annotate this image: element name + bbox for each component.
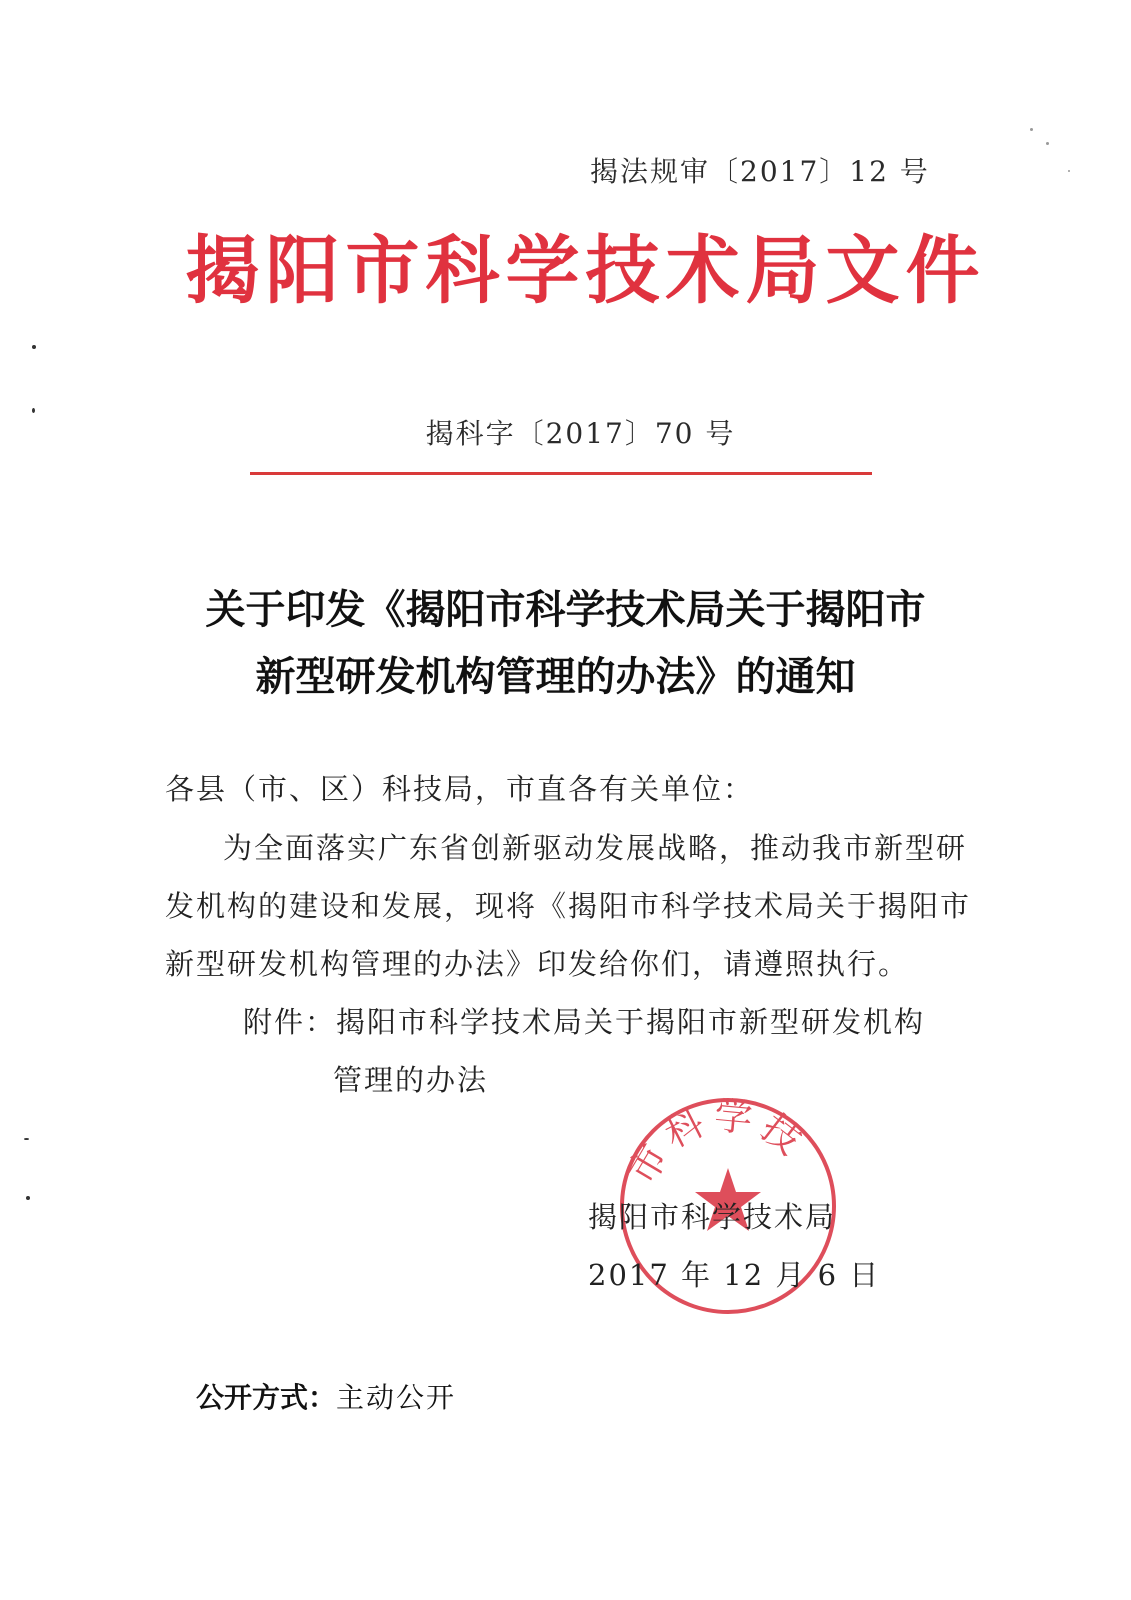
disclosure-method xyxy=(196,1376,456,1416)
red-divider-rule xyxy=(250,472,872,475)
scan-speck xyxy=(1046,142,1049,145)
issuer-header-title: 揭阳市科学技术局文件 xyxy=(185,228,986,314)
signing-date: 2017 年 12 月 6 日 xyxy=(588,1258,881,1292)
scan-speck xyxy=(26,1196,30,1200)
scan-speck xyxy=(1068,170,1070,172)
scan-speck xyxy=(1030,128,1033,131)
scan-speck xyxy=(32,345,36,349)
document-number: 揭科字〔2017〕70 号 xyxy=(425,417,736,450)
seal-arc-text: 市科学技 xyxy=(619,1093,815,1192)
document-title-line-2: 新型研发机构管理的办法》的通知 xyxy=(255,654,856,700)
review-number: 揭法规审〔2017〕12 号 xyxy=(590,155,930,188)
salutation: 各县（市、区）科技局，市直各有关单位： xyxy=(165,772,755,806)
body-paragraph-line: 发机构的建设和发展，现将《揭阳市科学技术局关于揭阳市 xyxy=(165,889,972,923)
body-paragraph-line: 新型研发机构管理的办法》印发给你们，请遵照执行。 xyxy=(165,947,910,981)
attachment-line-2: 管理的办法 xyxy=(333,1063,489,1097)
disclosure-value: 主动公开 xyxy=(336,1381,457,1414)
scan-speck xyxy=(32,408,35,413)
attachment-line-1: 附件：揭阳市科学技术局关于揭阳市新型研发机构 xyxy=(243,1005,926,1039)
disclosure-label: 公开方式： xyxy=(196,1381,337,1414)
body-paragraph-line: 为全面落实广东省创新驱动发展战略，推动我市新型研 xyxy=(223,831,968,865)
scan-speck xyxy=(24,1138,29,1140)
signatory-name: 揭阳市科学技术局 xyxy=(588,1200,837,1234)
document-title-line-1: 关于印发《揭阳市科学技术局关于揭阳市 xyxy=(205,587,926,633)
